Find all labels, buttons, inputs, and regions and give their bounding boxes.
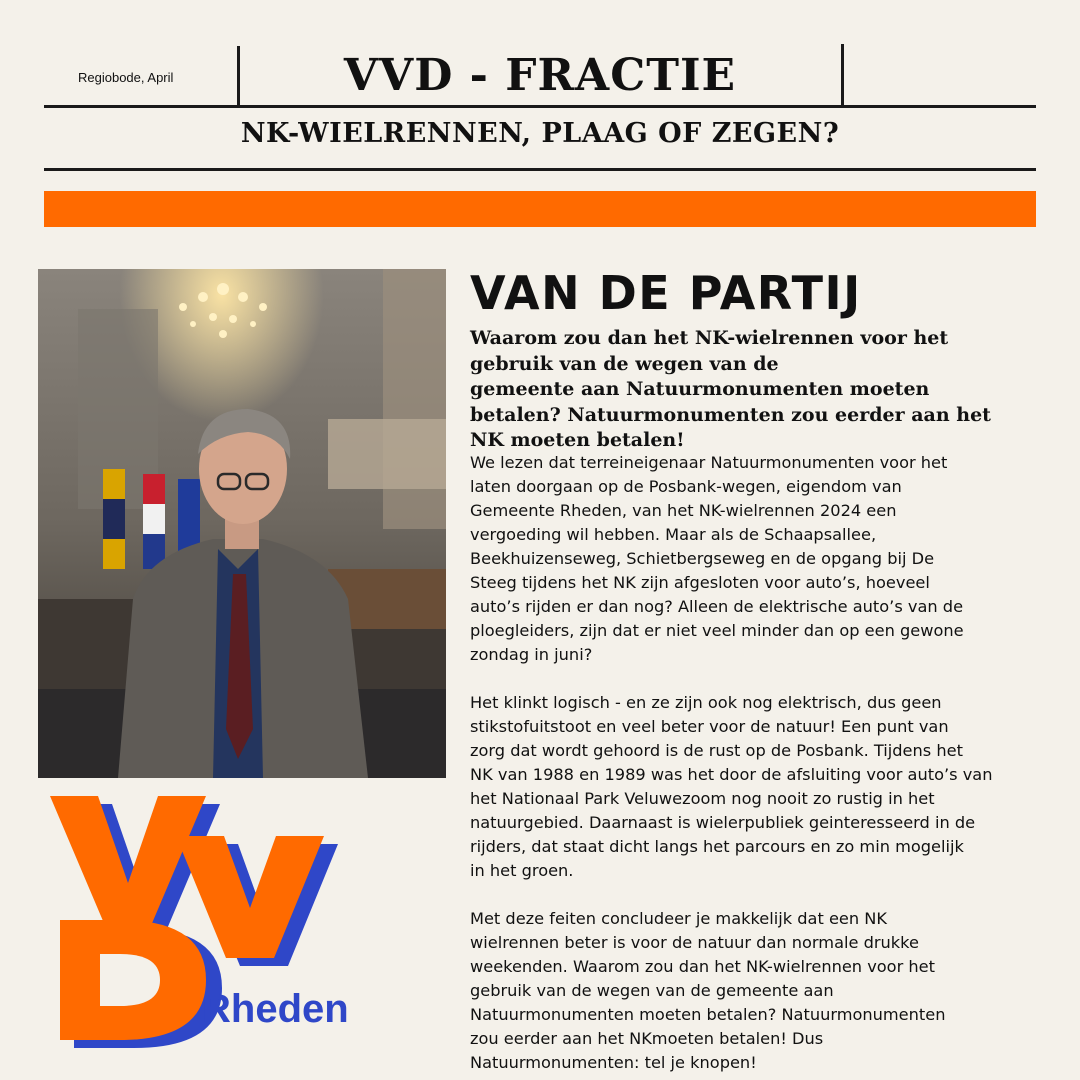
lead-paragraph: Waarom zou dan het NK-wielrennen voor het gebruik van de wegen van de gemeente aan Natuurmonumenten moeten betalen? Natuurmonumenten zou eerder aan het NK moeten betalen! [470,327,991,451]
accent-bar [44,191,1036,227]
portrait-photo [38,269,446,778]
headline: NK-WIELRENNEN, PLAAG OF ZEGEN? [240,118,840,149]
divider-right [841,44,844,106]
vvd-rheden-logo [42,796,382,1056]
section-title: VAN DE PARTIJ [470,266,862,320]
source-label: Regiobode, April [78,70,174,85]
body-text: We lezen dat terreineigenaar Natuurmonumenten voor het laten doorgaan op de Posbank-wegen, eigendom van Gemeente Rheden, van het NK-wielrennen 2024 een vergoeding wil hebben. Maar als de Schaapsallee, Beekhuizenseweg, Schietbergseweg en de opgang bij De Steeg tijdens het NK zijn afgesloten voor auto’s, hoeveel auto’s rijden er dan nog? Alleen de elektrische auto’s van de ploegleiders, zijn dat er niet veel minder dan op een gewone zondag in juni? Het klinkt logisch - en ze zijn ook nog elektrisch, dus geen stikstofuitstoot en veel beter voor de natuur! Een punt van zorg dat wordt gehoord is de rust op de Posbank. Tijdens het NK van 1988 en 1989 was het door de afsluiting voor auto’s van het Nationaal Park Veluwezoom nog nooit zo rustig in het natuurgebied. Daarnaast is wielerpubliek geinteresseerd in de rijders, dat staat dicht langs het parcours en zo min mogelijk in het groen. Met deze feiten concludeer je makkelijk dat een NK wielrennen beter is voor de natuur dan normale drukke weekenden. Waarom zou dan het NK-wielrennen voor het gebruik van de wegen van de gemeente aan Natuurmonumenten moeten betalen? Natuurmonumenten zou eerder aan het NKmoeten betalen! Dus Natuurmonumenten: tel je knopen! [470,453,993,1072]
header-rule-bottom [44,168,1036,171]
masthead-title: VVD - FRACTIE [343,50,737,101]
header-rule-top [44,105,1036,108]
logo-place-text: Rheden [202,987,349,1031]
